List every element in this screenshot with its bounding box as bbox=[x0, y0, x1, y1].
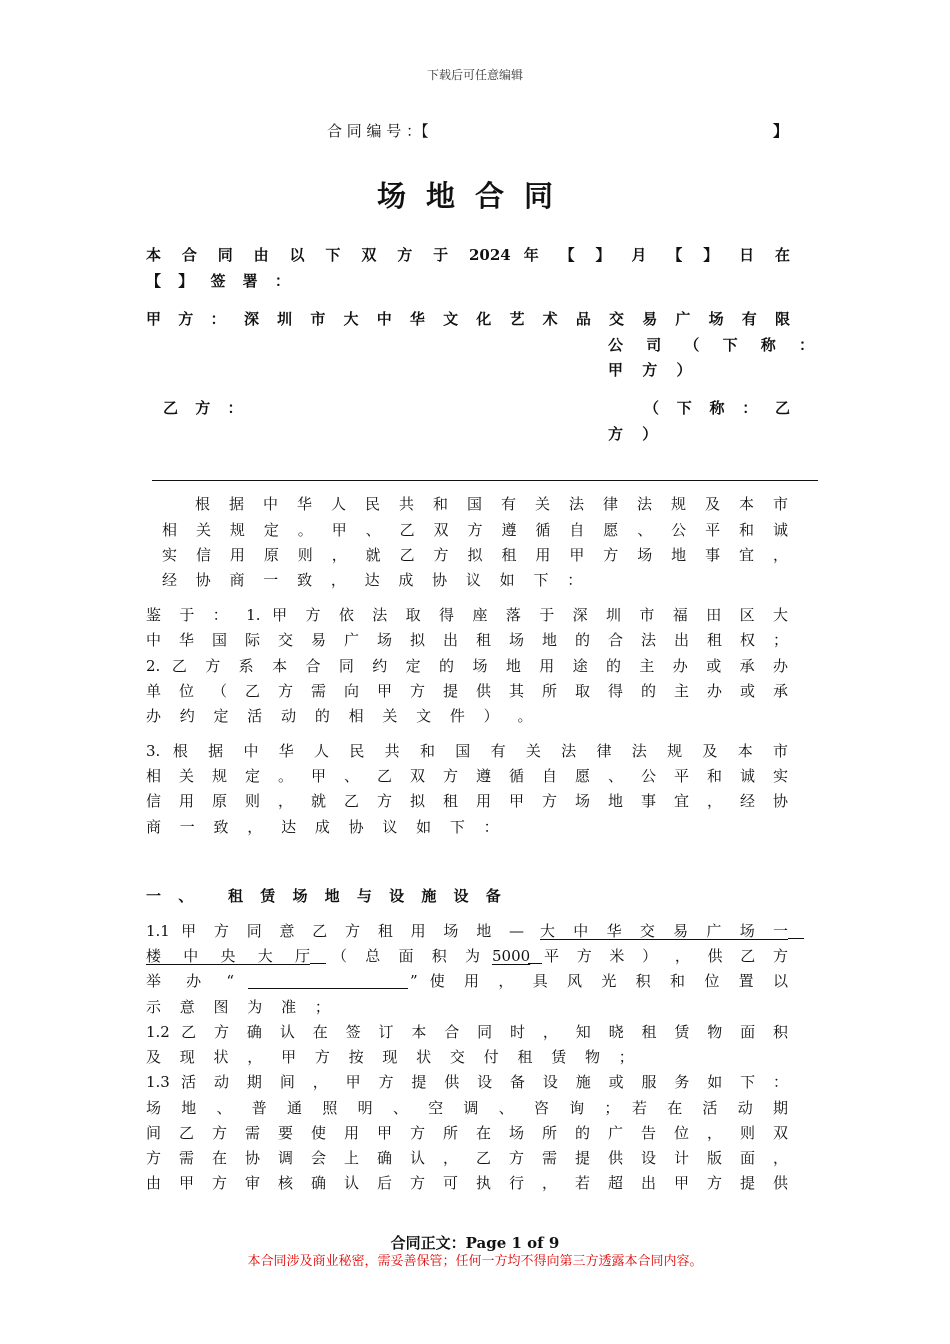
whereas-line-3: 2. 乙 方 系 本 合 同 约 定 的 场 地 用 途 的 主 办 或 承 办 bbox=[146, 657, 788, 675]
clause-1-1-b: （ 总 面 积 为 bbox=[332, 947, 480, 965]
divider bbox=[152, 480, 818, 481]
party-a-line-3: 甲 方 ） bbox=[608, 361, 692, 379]
clause-1-3-d: 方 需 在 协 调 会 上 确 认 ， 乙 方 需 提 供 设 计 版 面 ， bbox=[146, 1149, 788, 1167]
preamble-line-2: 相 关 规 定 。 甲 、 乙 双 方 遵 循 自 愿 、 公 平 和 诚 bbox=[162, 521, 788, 539]
clause-1-1-c: 平 方 米 ） ， 供 乙 方 bbox=[544, 947, 788, 965]
section-1-number: 一 、 bbox=[146, 887, 194, 905]
party-b-label: 乙 方 ： bbox=[163, 399, 243, 417]
party-a-label: 甲 方 ： bbox=[146, 310, 226, 328]
clause-1-3-b: 场 地 、 普 通 照 明 、 空 调 、 咨 询 ； 若 在 活 动 期 bbox=[146, 1099, 788, 1117]
clause-1-2-b: 及 现 状 ， 甲 方 按 现 状 交 付 租 赁 物 ； bbox=[146, 1048, 634, 1066]
item3-line-2: 相 关 规 定 。 甲 、 乙 双 方 遵 循 自 愿 、 公 平 和 诚 实 bbox=[146, 767, 788, 785]
section-1-heading: 租 赁 场 地 与 设 施 设 备 bbox=[228, 887, 501, 905]
party-b-line-1: （ 下 称 ： 乙 bbox=[644, 399, 790, 417]
item3-line-1: 3. 根 据 中 华 人 民 共 和 国 有 关 法 律 法 规 及 本 市 bbox=[146, 742, 788, 760]
contract-number-close: 】 bbox=[773, 122, 789, 140]
party-a-line-2: 公 司 （ 下 称 ： bbox=[608, 336, 814, 354]
clause-1-3-c: 间 乙 方 需 要 使 用 甲 方 所 在 场 所 的 广 告 位 ， 则 双 bbox=[146, 1124, 788, 1142]
clause-1-2-a: 1.2 乙 方 确 认 在 签 订 本 合 同 时 ， 知 晓 租 赁 物 面 积 bbox=[146, 1023, 788, 1041]
total-area: 5000 bbox=[492, 947, 531, 965]
page-title: 场地合同 bbox=[376, 179, 573, 213]
whereas-line-5: 办 约 定 活 动 的 相 关 文 件 ） 。 bbox=[146, 707, 533, 725]
venue-name-part-2: 楼 中 央 大 厅 bbox=[146, 947, 310, 965]
preamble-line-3: 实 信 用 原 则 ， 就 乙 方 拟 租 用 甲 方 场 地 事 宜 ， bbox=[162, 546, 788, 564]
preamble-line-1: 根 据 中 华 人 民 共 和 国 有 关 法 律 法 规 及 本 市 bbox=[195, 495, 788, 513]
clause-1-1-e: ” 使 用 ， 具 风 光 积 和 位 置 以 bbox=[410, 972, 788, 990]
whereas-line-2: 中 华 国 际 交 易 广 场 拟 出 租 场 地 的 合 法 出 租 权 ； bbox=[146, 631, 788, 649]
whereas-line-4: 单 位 （ 乙 方 需 向 甲 方 提 供 其 所 取 得 的 主 办 或 承 bbox=[146, 682, 788, 700]
contract-number-label: 合 同 编 号 ：【 bbox=[327, 122, 429, 140]
venue-name-part-1: 大 中 华 交 易 广 场 一 bbox=[540, 922, 788, 940]
whereas-line-1: 鉴 于 ： 1. 甲 方 依 法 取 得 座 落 于 深 圳 市 福 田 区 大 bbox=[146, 606, 788, 624]
clause-1-1-a: 1.1 甲 方 同 意 乙 方 租 用 场 地 — bbox=[146, 922, 524, 940]
confidentiality-notice: 本合同涉及商业秘密，需妥善保管；任何一方均不得向第三方透露本合同内容。 bbox=[247, 1254, 703, 1269]
event-name-blank[interactable] bbox=[248, 988, 408, 989]
clause-1-1-f: 示 意 图 为 准 ； bbox=[146, 998, 330, 1016]
clause-1-1-d: 举 办 “ bbox=[146, 972, 234, 990]
clause-1-3-a: 1.3 活 动 期 间 ， 甲 方 提 供 设 备 设 施 或 服 务 如 下 ： bbox=[146, 1073, 788, 1091]
clause-1-3-e: 由 甲 方 审 核 确 认 后 方 可 执 行 ， 若 超 出 甲 方 提 供 bbox=[146, 1174, 788, 1192]
page-footer: 合同正文：Page 1 of 9 bbox=[390, 1234, 560, 1252]
venue-underline-tail bbox=[788, 938, 804, 939]
venue-underline-tail-2 bbox=[310, 963, 326, 964]
signing-line-2: 【 】 签 署 ： bbox=[146, 272, 290, 290]
party-b-line-2: 方 ） bbox=[608, 425, 658, 443]
party-a-name: 深 圳 市 大 中 华 文 化 艺 术 品 交 易 广 场 有 限 bbox=[244, 310, 790, 328]
preamble-line-4: 经 协 商 一 致 ， 达 成 协 议 如 下 ： bbox=[162, 571, 583, 589]
header-note: 下载后可任意编辑 bbox=[426, 68, 523, 82]
area-underline-tail bbox=[528, 963, 542, 964]
signing-line-1: 本 合 同 由 以 下 双 方 于 2024 年 【 】 月 【 】 日 在 bbox=[146, 246, 790, 264]
item3-line-4: 商 一 致 ， 达 成 协 议 如 下 ： bbox=[146, 818, 499, 836]
item3-line-3: 信 用 原 则 ， 就 乙 方 拟 租 用 甲 方 场 地 事 宜 ， 经 协 bbox=[146, 792, 788, 810]
